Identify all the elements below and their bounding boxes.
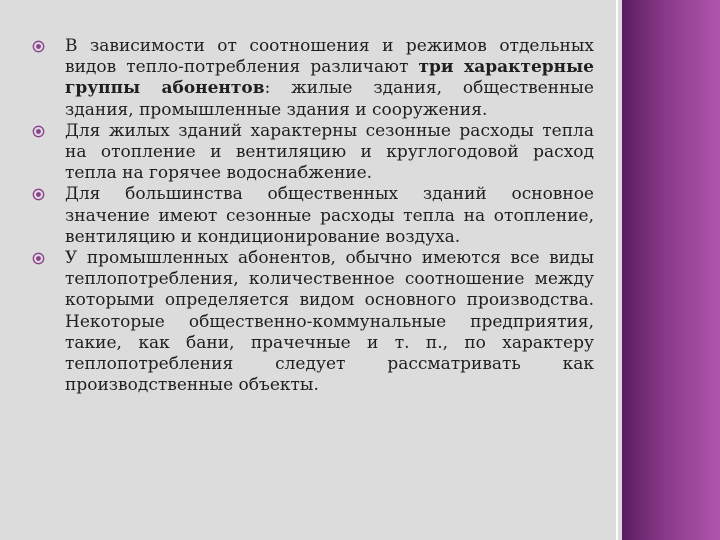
bullet-item-1 bbox=[32, 36, 594, 121]
bullet-list bbox=[32, 36, 594, 396]
circle-target-bullet-icon bbox=[32, 252, 45, 265]
accent-bar bbox=[622, 0, 720, 540]
circle-target-bullet-icon bbox=[32, 125, 45, 138]
bullet-4-text: У промышленных абонентов, обычно имеются все виды теплопотребления, количественное соотношение между которыми определяется видом основного производства. Некоторые общественно-коммунальные предприятия, такие, как бани, прачечные и т. п., по характеру теплопотребления следует рассматривать как производственные объекты. bbox=[65, 248, 594, 396]
bullet-item-2 bbox=[32, 121, 594, 185]
bullet-1-text-bold: три характерные группы абонентов bbox=[65, 57, 594, 99]
bullet-3-text: Для большинства общественных зданий основное значение имеют сезонные расходы тепла на отопление, вентиляцию и кондиционирование воздуха. bbox=[65, 184, 594, 247]
circle-target-bullet-icon bbox=[32, 188, 45, 201]
bullet-item-3 bbox=[32, 184, 594, 248]
bullet-1-text-before: В зависимости от соотношения и режимов отдельных видов тепло-потребления различают bbox=[65, 36, 594, 78]
divider-line bbox=[616, 0, 618, 540]
bullet-item-4 bbox=[32, 248, 594, 396]
circle-target-bullet-icon bbox=[32, 40, 45, 53]
bullet-1-text-after: : жилые здания, общественные здания, промышленные здания и сооружения. bbox=[65, 78, 594, 120]
bullet-2-text: Для жилых зданий характерны сезонные расходы тепла на отопление и вентиляцию и круглогодовой расход тепла на горячее водоснабжение. bbox=[65, 120, 594, 184]
